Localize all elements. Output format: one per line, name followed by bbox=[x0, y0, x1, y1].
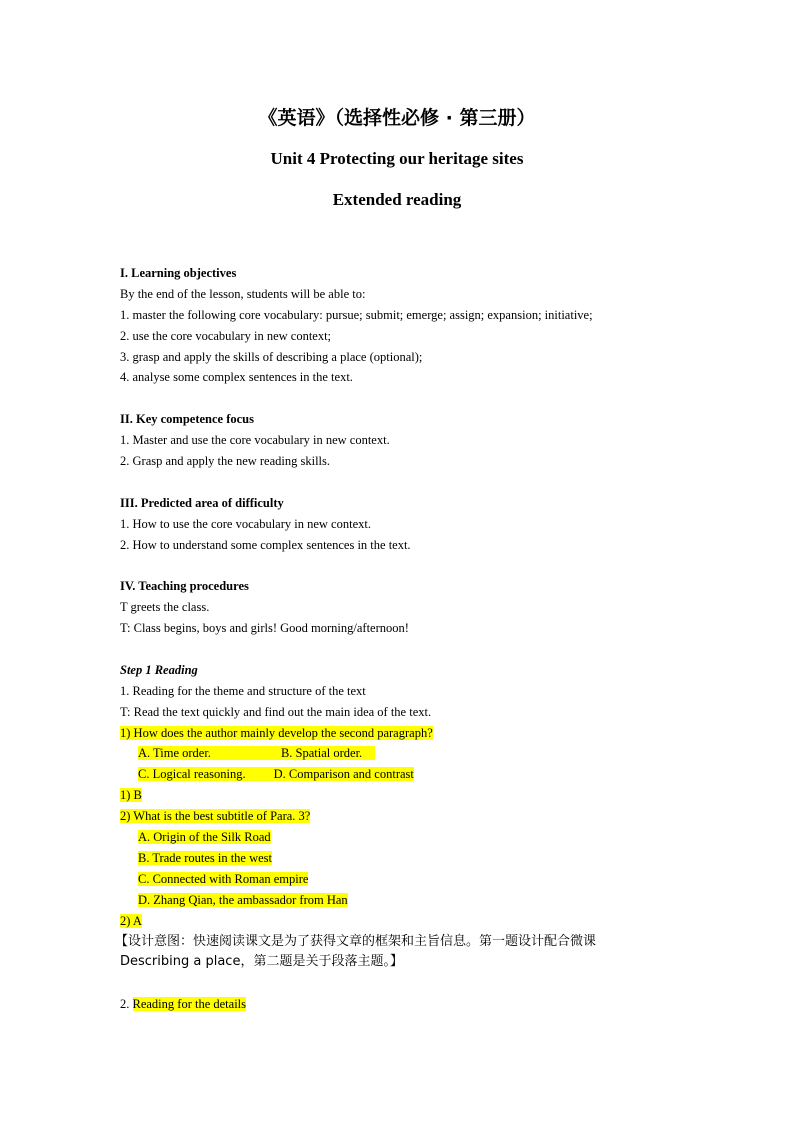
answer-1-text: 1) B bbox=[120, 788, 142, 803]
difficulty-item: 2. How to understand some complex sentences in the text. bbox=[120, 537, 411, 552]
option-text: C. Connected with Roman empire bbox=[138, 871, 309, 886]
question-2-text: 2) What is the best subtitle of Para. 3? bbox=[120, 809, 311, 824]
design-note-line-1: 【设计意图：快速阅读课文是为了获得文章的框架和主旨信息。第一题设计配合微课 bbox=[115, 933, 597, 949]
difficulty-item: 1. How to use the core vocabulary in new context. bbox=[120, 516, 371, 531]
question-1-options-row-1 bbox=[120, 743, 680, 764]
spacer bbox=[120, 555, 680, 576]
document-body bbox=[115, 263, 680, 1015]
step-heading: Step 1 Reading bbox=[120, 662, 198, 677]
objective-item: 1. master the following core vocabulary: pursue; submit; emerge; assign; expansion; initiative; bbox=[120, 307, 593, 322]
sub2-prefix: 2. bbox=[120, 997, 133, 1012]
sub2-text: Reading for the details bbox=[132, 997, 247, 1012]
spacer bbox=[120, 388, 680, 409]
step-instruction: T: Read the text quickly and find out the main idea of the text. bbox=[120, 704, 432, 719]
spacer bbox=[120, 973, 680, 994]
section-heading-key-competence: II. Key competence focus bbox=[120, 412, 254, 427]
question-2-option bbox=[120, 869, 680, 890]
question-1-options-row-2 bbox=[120, 764, 680, 785]
option-d-text: D. Comparison and contrast bbox=[273, 767, 414, 782]
question-1-text: 1) How does the author mainly develop the second paragraph? bbox=[120, 725, 433, 740]
objective-item: 2. use the core vocabulary in new context; bbox=[120, 328, 332, 343]
design-note-line-2: Describing a place，第二题是关于段落主题。】 bbox=[120, 954, 403, 970]
option-text: B. Trade routes in the west bbox=[138, 850, 273, 865]
question-2-option bbox=[120, 890, 680, 911]
option-text: D. Zhang Qian, the ambassador from Han bbox=[138, 892, 348, 907]
question-2-option bbox=[120, 848, 680, 869]
question-2 bbox=[120, 806, 680, 827]
objective-item: 4. analyse some complex sentences in the text. bbox=[120, 370, 353, 385]
procedure-item: T: Class begins, boys and girls! Good morning/afternoon! bbox=[120, 621, 409, 636]
unit-title: Unit 4 Protecting our heritage sites bbox=[270, 149, 524, 168]
section-heading-difficulty: III. Predicted area of difficulty bbox=[120, 495, 284, 510]
spacer bbox=[120, 639, 680, 660]
question-1 bbox=[120, 723, 680, 744]
option-b-text: B. Spatial order. bbox=[280, 746, 363, 761]
competence-item: 2. Grasp and apply the new reading skills. bbox=[120, 454, 331, 469]
section-heading-teaching-procedures: IV. Teaching procedures bbox=[120, 579, 249, 594]
answer-2-text: 2) A bbox=[120, 913, 142, 928]
option-c-text: C. Logical reasoning. bbox=[138, 767, 246, 782]
competence-item: 1. Master and use the core vocabulary in new context. bbox=[120, 433, 390, 448]
objectives-intro: By the end of the lesson, students will be able to: bbox=[120, 286, 366, 301]
option-text: A. Origin of the Silk Road bbox=[138, 830, 271, 845]
procedure-item: T greets the class. bbox=[120, 600, 210, 615]
step-subheading: 1. Reading for the theme and structure of the text bbox=[120, 683, 366, 698]
objective-item: 3. grasp and apply the skills of describing a place (optional); bbox=[120, 349, 423, 364]
spacer bbox=[120, 472, 680, 493]
answer-1 bbox=[120, 785, 680, 806]
lesson-title: Extended reading bbox=[332, 190, 462, 209]
option-a bbox=[138, 746, 375, 760]
option-c bbox=[138, 767, 414, 781]
section-heading-learning-objectives: I. Learning objectives bbox=[120, 266, 237, 280]
step-subheading-2 bbox=[120, 994, 680, 1015]
answer-2 bbox=[120, 911, 680, 932]
question-2-option bbox=[120, 827, 680, 848]
book-title: 《英语》（选择性必修 · 第三册） bbox=[258, 107, 536, 129]
option-a-text: A. Time order. bbox=[138, 746, 211, 761]
